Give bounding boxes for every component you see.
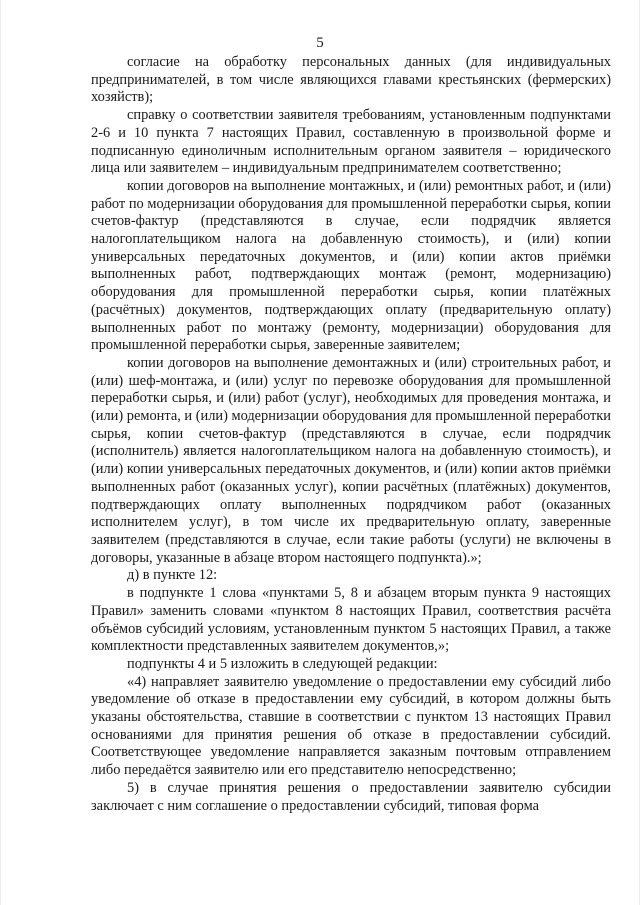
scan-edge-left <box>0 0 1 905</box>
paragraph: копии договоров на выполнение демонтажных и (или) строительных работ, и (или) шеф-монтажа, и (или) услуг по перевозке оборудования для промышленной переработки сырья, и (или) работ (услуг), необходимых для проведения монтажа, и (или) ремонта, и (или) модернизации оборудования для промышленной переработки сырья, копии счетов-фактур (представляются в случае, если подрядчик (исполнитель) является налогоплательщиком налога на добавленную стоимость), и (или) копии универсальных передаточных документов, и (или) копии актов приёмки выполненных работ (оказанных услуг), копии расчётных (платёжных) документов, подтверждающих оплату выполненных подрядчиком работ (оказанных исполнителем услуг), в том числе их предварительную оплату, заверенные заявителем (представляются в случае, если такие работы (услуги) не включены в договоры, указанные в абзаце втором настоящего подпункта).»; <box>91 354 611 566</box>
page-number: 5 <box>316 35 324 51</box>
paragraph: «4) направляет заявителю уведомление о предоставлении ему субсидий либо уведомление об отказе в предоставлении ему субсидий, в котором должны быть указаны обстоятельства, ставшие в соответствии с пунктом 13 настоящих Правил основаниями для принятия решения об отказе в предоставлении субсидий. Соответствующее уведомление направляется заказным почтовым отправлением либо передаётся заявителю или его представителю непосредственно; <box>91 673 611 779</box>
document-body <box>91 54 611 815</box>
paragraph: в подпункте 1 слова «пунктами 5, 8 и абзацем вторым пункта 9 настоящих Правил» заменить словами «пунктом 8 настоящих Правил, соответствия расчёта объёмов субсидий условиям, установленным пунктом 5 настоящих Правил, а также комплектности представленных заявителем документов,»; <box>91 585 611 655</box>
paragraph: подпункты 4 и 5 изложить в следующей редакции: <box>127 655 438 672</box>
paragraph: 5) в случае принятия решения о предоставлении заявителю субсидии заключает с ним соглашение о предоставлении субсидий, типовая форма <box>91 779 611 814</box>
paragraph: д) в пункте 12: <box>127 567 218 584</box>
paragraph: копии договоров на выполнение монтажных, и (или) ремонтных работ, и (или) работ по модернизации оборудования для промышленной переработки сырья, копии счетов-фактур (представляются в случае, если подрядчик является налогоплательщиком налога на добавленную стоимость), и (или) копии универсальных передаточных документов, и (или) копии актов приёмки выполненных работ, подтверждающих монтаж (ремонт, модернизацию) оборудования для промышленной переработки сырья, копии платёжных (расчётных) документов, подтверждающих оплату (предварительную оплату) выполненных работ по монтажу (ремонту, модернизации) оборудования для промышленной переработки сырья, заверенные заявителем; <box>91 177 611 354</box>
paragraph: согласие на обработку персональных данных (для индивидуальных предпринимателей, в том числе являющихся главами крестьянских (фермерских) хозяйств); <box>91 54 611 106</box>
paragraph: справку о соответствии заявителя требованиям, установленным подпунктами 2-6 и 10 пункта 7 настоящих Правил, составленную в произвольной форме и подписанную единоличным исполнительным органом заявителя – юридического лица или заявителем – индивидуальным предпринимателем соответственно; <box>91 107 611 177</box>
